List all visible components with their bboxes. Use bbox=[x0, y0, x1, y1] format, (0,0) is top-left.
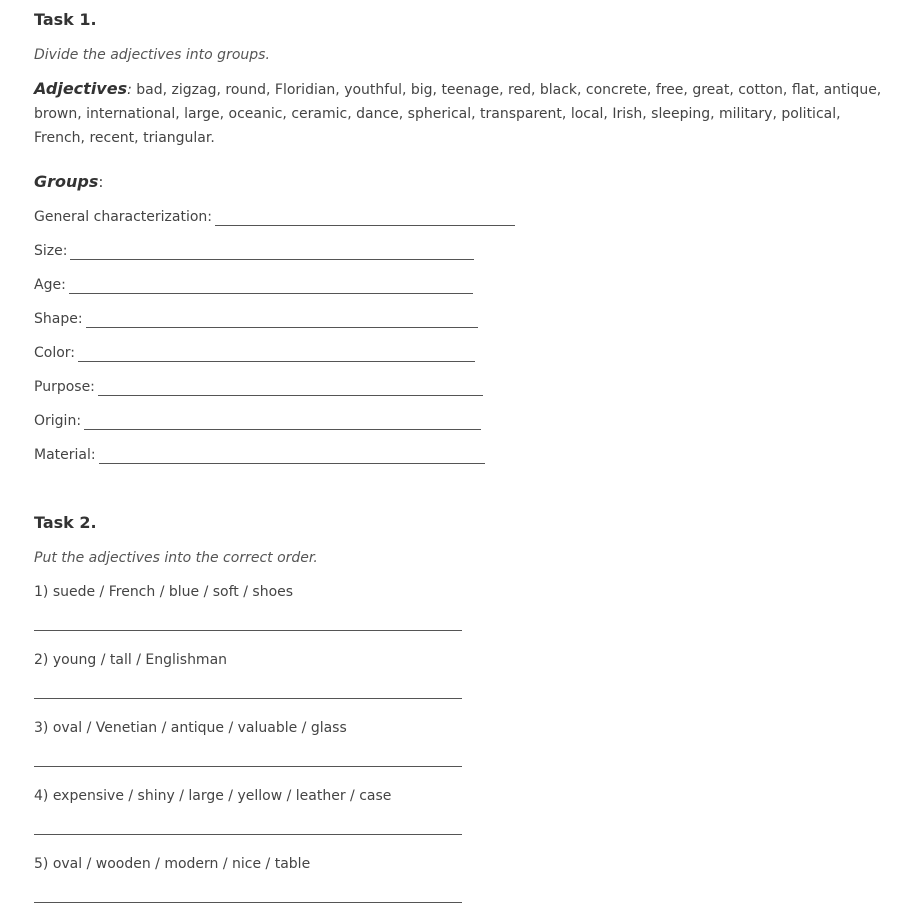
exercise-3: 3) oval / Venetian / antique / valuable / glass bbox=[34, 720, 347, 736]
group-label: Origin: bbox=[34, 413, 82, 429]
answer-line-3[interactable] bbox=[34, 766, 462, 767]
groups-colon: : bbox=[98, 173, 104, 191]
group-label: Purpose: bbox=[34, 379, 95, 395]
answer-blank[interactable] bbox=[69, 279, 473, 294]
task1-title: Task 1. bbox=[34, 10, 97, 29]
answer-line-2[interactable] bbox=[34, 698, 462, 699]
exercise-4: 4) expensive / shiny / large / yellow / leather / case bbox=[34, 788, 392, 804]
group-label: Size: bbox=[34, 243, 68, 259]
adjectives-paragraph bbox=[34, 77, 894, 150]
exercise-1: 1) suede / French / blue / soft / shoes bbox=[34, 584, 294, 600]
adjectives-label: Adjectives bbox=[34, 79, 128, 98]
answer-blank[interactable] bbox=[86, 313, 478, 328]
groups-label: Groups bbox=[34, 172, 99, 191]
group-row-material bbox=[34, 446, 485, 464]
group-row-origin bbox=[34, 412, 481, 430]
group-row-shape bbox=[34, 310, 478, 328]
answer-line-5[interactable] bbox=[34, 902, 462, 903]
task2-title: Task 2. bbox=[34, 513, 97, 532]
answer-blank[interactable] bbox=[215, 211, 515, 226]
group-row-general bbox=[34, 208, 515, 226]
task1-instruction: Divide the adjectives into groups. bbox=[34, 47, 270, 63]
task2-instruction: Put the adjectives into the correct order. bbox=[34, 550, 318, 566]
answer-blank[interactable] bbox=[70, 245, 474, 260]
answer-blank[interactable] bbox=[98, 381, 483, 396]
answer-blank[interactable] bbox=[84, 415, 481, 430]
group-row-size bbox=[34, 242, 474, 260]
group-row-age bbox=[34, 276, 473, 294]
group-label: Color: bbox=[34, 345, 76, 361]
group-label: Shape: bbox=[34, 311, 83, 327]
group-row-purpose bbox=[34, 378, 483, 396]
answer-blank[interactable] bbox=[78, 347, 475, 362]
group-label: Age: bbox=[34, 277, 66, 293]
group-label: Material: bbox=[34, 447, 96, 463]
group-label: General characterization: bbox=[34, 209, 213, 225]
adjectives-list: bad, zigzag, round, Floridian, youthful, big, teenage, red, black, concrete, free, great, cotton, flat, antique, brown, international, large, oceanic, ceramic, dance, spherical, transparent, local, Irish, sleeping, military, political, French, recent, triangular. bbox=[34, 82, 882, 146]
answer-blank[interactable] bbox=[99, 449, 485, 464]
adjectives-colon: : bbox=[127, 82, 132, 98]
exercise-5: 5) oval / wooden / modern / nice / table bbox=[34, 856, 311, 872]
answer-line-4[interactable] bbox=[34, 834, 462, 835]
exercise-2: 2) young / tall / Englishman bbox=[34, 652, 228, 668]
answer-line-1[interactable] bbox=[34, 630, 462, 631]
groups-heading bbox=[34, 172, 103, 192]
group-row-color bbox=[34, 344, 475, 362]
